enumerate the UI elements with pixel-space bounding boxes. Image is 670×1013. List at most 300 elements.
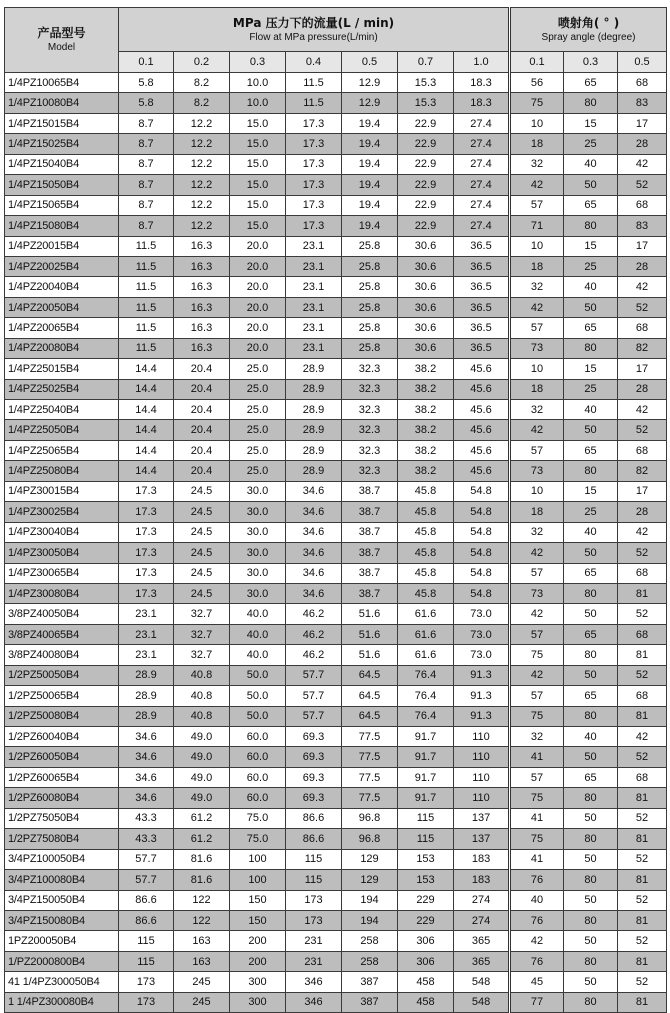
flow-cell: 20.4 — [174, 440, 230, 460]
angle-cell: 80 — [564, 706, 618, 726]
flow-cell: 60.0 — [230, 747, 286, 767]
flow-cell: 110 — [454, 727, 510, 747]
flow-cell: 45.6 — [454, 461, 510, 481]
flow-cell: 32.3 — [342, 379, 398, 399]
angle-cell: 52 — [618, 175, 667, 195]
flow-cell: 19.4 — [342, 113, 398, 133]
table-row — [5, 440, 667, 460]
flow-cell: 32.7 — [174, 604, 230, 624]
flow-cell: 137 — [454, 808, 510, 828]
angle-cell: 75 — [510, 645, 564, 665]
flow-cell: 77.5 — [342, 727, 398, 747]
flow-cell: 57.7 — [286, 665, 342, 685]
table-row — [5, 665, 667, 685]
flow-cell: 40.0 — [230, 645, 286, 665]
model-cell: 3/4PZ150050B4 — [5, 890, 119, 910]
flow-cell: 54.8 — [454, 502, 510, 522]
angle-cell: 80 — [564, 829, 618, 849]
flow-cell: 73.0 — [454, 645, 510, 665]
table-row — [5, 870, 667, 890]
angle-cell: 68 — [618, 440, 667, 460]
flow-cell: 24.5 — [174, 583, 230, 603]
flow-cell: 18.3 — [454, 93, 510, 113]
angle-cell: 52 — [618, 972, 667, 992]
flow-cell: 274 — [454, 910, 510, 930]
flow-cell: 86.6 — [286, 829, 342, 849]
flow-cell: 38.7 — [342, 583, 398, 603]
spec-table-container — [4, 7, 666, 1013]
flow-cell: 96.8 — [342, 829, 398, 849]
angle-cell: 17 — [618, 236, 667, 256]
angle-cell: 83 — [618, 216, 667, 236]
model-cell: 1/4PZ20065B4 — [5, 318, 119, 338]
flow-cell: 86.6 — [119, 890, 174, 910]
angle-pressure-header: 0.3 — [564, 52, 618, 73]
angle-cell: 15 — [564, 236, 618, 256]
model-cell: 1/4PZ25080B4 — [5, 461, 119, 481]
angle-cell: 42 — [510, 420, 564, 440]
flow-cell: 32.7 — [174, 624, 230, 644]
flow-cell: 229 — [398, 890, 454, 910]
flow-cell: 69.3 — [286, 788, 342, 808]
angle-cell: 68 — [618, 563, 667, 583]
flow-cell: 25.0 — [230, 359, 286, 379]
flow-cell: 365 — [454, 931, 510, 951]
flow-cell: 12.9 — [342, 73, 398, 93]
table-row — [5, 808, 667, 828]
angle-cell: 28 — [618, 256, 667, 276]
flow-cell: 77.5 — [342, 788, 398, 808]
angle-cell: 42 — [618, 727, 667, 747]
flow-cell: 23.1 — [286, 338, 342, 358]
flow-cell: 30.0 — [230, 583, 286, 603]
flow-cell: 25.8 — [342, 277, 398, 297]
flow-cell: 50.0 — [230, 686, 286, 706]
flow-cell: 91.7 — [398, 788, 454, 808]
flow-cell: 28.9 — [286, 440, 342, 460]
flow-cell: 173 — [119, 972, 174, 992]
flow-cell: 12.2 — [174, 195, 230, 215]
angle-cell: 80 — [564, 788, 618, 808]
flow-cell: 11.5 — [119, 236, 174, 256]
angle-cell: 50 — [564, 665, 618, 685]
flow-cell: 30.0 — [230, 522, 286, 542]
flow-cell: 274 — [454, 890, 510, 910]
flow-cell: 36.5 — [454, 277, 510, 297]
table-row — [5, 767, 667, 787]
flow-cell: 34.6 — [119, 727, 174, 747]
angle-cell: 83 — [618, 93, 667, 113]
flow-cell: 229 — [398, 910, 454, 930]
table-row — [5, 972, 667, 992]
table-row — [5, 951, 667, 971]
model-cell: 1/2PZ50080B4 — [5, 706, 119, 726]
angle-cell: 76 — [510, 951, 564, 971]
angle-cell: 80 — [564, 461, 618, 481]
flow-cell: 23.1 — [286, 297, 342, 317]
flow-cell: 24.5 — [174, 481, 230, 501]
model-cell: 1/4PZ15050B4 — [5, 175, 119, 195]
flow-cell: 458 — [398, 972, 454, 992]
flow-cell: 20.0 — [230, 338, 286, 358]
flow-cell: 16.3 — [174, 297, 230, 317]
flow-cell: 77.5 — [342, 747, 398, 767]
angle-cell: 80 — [564, 93, 618, 113]
flow-cell: 17.3 — [119, 563, 174, 583]
flow-cell: 45.6 — [454, 379, 510, 399]
flow-cell: 91.7 — [398, 767, 454, 787]
model-cell: 1/4PZ15015B4 — [5, 113, 119, 133]
model-cell: 3/8PZ40080B4 — [5, 645, 119, 665]
angle-header-cell — [510, 8, 667, 52]
angle-cell: 42 — [618, 277, 667, 297]
flow-cell: 38.2 — [398, 379, 454, 399]
flow-cell: 51.6 — [342, 604, 398, 624]
flow-cell: 49.0 — [174, 727, 230, 747]
angle-cell: 81 — [618, 829, 667, 849]
flow-cell: 54.8 — [454, 543, 510, 563]
flow-cell: 28.9 — [286, 420, 342, 440]
flow-pressure-header: 0.7 — [398, 52, 454, 73]
angle-cell: 80 — [564, 583, 618, 603]
flow-cell: 27.4 — [454, 134, 510, 154]
model-cell: 1 1/4PZ300080B4 — [5, 992, 119, 1012]
flow-cell: 27.4 — [454, 154, 510, 174]
angle-cell: 65 — [564, 624, 618, 644]
table-row — [5, 256, 667, 276]
angle-cell: 80 — [564, 992, 618, 1012]
angle-cell: 75 — [510, 93, 564, 113]
flow-cell: 36.5 — [454, 338, 510, 358]
flow-cell: 115 — [286, 870, 342, 890]
model-cell: 3/4PZ100080B4 — [5, 870, 119, 890]
flow-cell: 20.4 — [174, 420, 230, 440]
angle-cell: 65 — [564, 318, 618, 338]
flow-cell: 153 — [398, 870, 454, 890]
model-cell: 1/4PZ30025B4 — [5, 502, 119, 522]
flow-cell: 100 — [230, 870, 286, 890]
flow-cell: 36.5 — [454, 256, 510, 276]
flow-cell: 34.6 — [286, 563, 342, 583]
flow-cell: 25.0 — [230, 400, 286, 420]
flow-cell: 12.2 — [174, 113, 230, 133]
flow-cell: 129 — [342, 849, 398, 869]
angle-cell: 57 — [510, 563, 564, 583]
angle-cell: 40 — [564, 277, 618, 297]
flow-cell: 8.7 — [119, 154, 174, 174]
flow-cell: 245 — [174, 992, 230, 1012]
flow-cell: 30.0 — [230, 481, 286, 501]
angle-cell: 25 — [564, 134, 618, 154]
flow-cell: 14.4 — [119, 359, 174, 379]
flow-cell: 91.7 — [398, 727, 454, 747]
flow-cell: 32.7 — [174, 645, 230, 665]
flow-cell: 61.2 — [174, 829, 230, 849]
flow-cell: 38.2 — [398, 420, 454, 440]
angle-cell: 57 — [510, 767, 564, 787]
table-row — [5, 297, 667, 317]
flow-cell: 14.4 — [119, 440, 174, 460]
flow-cell: 150 — [230, 890, 286, 910]
flow-cell: 20.4 — [174, 379, 230, 399]
flow-cell: 8.7 — [119, 216, 174, 236]
flow-cell: 38.2 — [398, 400, 454, 420]
flow-cell: 22.9 — [398, 113, 454, 133]
flow-cell: 17.3 — [119, 481, 174, 501]
flow-cell: 86.6 — [286, 808, 342, 828]
model-cell: 3/4PZ150080B4 — [5, 910, 119, 930]
angle-cell: 73 — [510, 461, 564, 481]
angle-cell: 18 — [510, 502, 564, 522]
model-cell: 1/4PZ20050B4 — [5, 297, 119, 317]
angle-cell: 42 — [510, 604, 564, 624]
angle-cell: 57 — [510, 318, 564, 338]
flow-cell: 34.6 — [286, 583, 342, 603]
angle-cell: 42 — [618, 400, 667, 420]
flow-pressure-header: 0.3 — [230, 52, 286, 73]
model-cell: 1/4PZ25065B4 — [5, 440, 119, 460]
angle-cell: 82 — [618, 461, 667, 481]
flow-cell: 34.6 — [286, 522, 342, 542]
flow-cell: 60.0 — [230, 767, 286, 787]
flow-header-cell — [119, 8, 510, 52]
angle-cell: 18 — [510, 134, 564, 154]
angle-header-en: Spray angle (degree) — [541, 31, 636, 43]
model-cell: 1/4PZ25050B4 — [5, 420, 119, 440]
table-row — [5, 359, 667, 379]
flow-cell: 34.6 — [119, 767, 174, 787]
flow-cell: 548 — [454, 992, 510, 1012]
flow-cell: 27.4 — [454, 195, 510, 215]
angle-cell: 81 — [618, 788, 667, 808]
table-row — [5, 379, 667, 399]
flow-cell: 122 — [174, 890, 230, 910]
angle-cell: 65 — [564, 440, 618, 460]
model-cell: 1/4PZ25015B4 — [5, 359, 119, 379]
flow-cell: 34.6 — [286, 543, 342, 563]
table-row — [5, 216, 667, 236]
flow-cell: 57.7 — [286, 706, 342, 726]
flow-header-en: Flow at MPa pressure(L/min) — [249, 31, 378, 43]
flow-cell: 25.8 — [342, 256, 398, 276]
table-row — [5, 522, 667, 542]
table-body — [5, 8, 667, 1013]
flow-cell: 86.6 — [119, 910, 174, 930]
angle-cell: 65 — [564, 563, 618, 583]
flow-cell: 76.4 — [398, 665, 454, 685]
angle-cell: 40 — [564, 400, 618, 420]
flow-cell: 19.4 — [342, 134, 398, 154]
table-row — [5, 338, 667, 358]
flow-cell: 12.2 — [174, 134, 230, 154]
model-cell: 1/4PZ20040B4 — [5, 277, 119, 297]
flow-cell: 16.3 — [174, 318, 230, 338]
angle-cell: 65 — [564, 73, 618, 93]
flow-cell: 28.9 — [119, 706, 174, 726]
flow-cell: 30.6 — [398, 318, 454, 338]
angle-cell: 68 — [618, 73, 667, 93]
flow-cell: 23.1 — [286, 236, 342, 256]
table-row — [5, 420, 667, 440]
angle-cell: 15 — [564, 359, 618, 379]
model-cell: 1/4PZ15065B4 — [5, 195, 119, 215]
table-row — [5, 134, 667, 154]
angle-cell: 80 — [564, 951, 618, 971]
flow-cell: 32.3 — [342, 461, 398, 481]
table-row — [5, 645, 667, 665]
flow-cell: 173 — [286, 890, 342, 910]
flow-cell: 11.5 — [119, 277, 174, 297]
angle-cell: 52 — [618, 808, 667, 828]
flow-cell: 40.8 — [174, 706, 230, 726]
header-row-titles — [5, 8, 667, 52]
angle-cell: 77 — [510, 992, 564, 1012]
angle-cell: 50 — [564, 543, 618, 563]
angle-cell: 75 — [510, 706, 564, 726]
angle-cell: 68 — [618, 624, 667, 644]
flow-cell: 28.9 — [286, 359, 342, 379]
model-cell: 1/2PZ60040B4 — [5, 727, 119, 747]
flow-cell: 17.3 — [119, 583, 174, 603]
flow-pressure-header: 0.1 — [119, 52, 174, 73]
flow-cell: 11.5 — [119, 318, 174, 338]
angle-cell: 75 — [510, 788, 564, 808]
flow-cell: 34.6 — [286, 481, 342, 501]
flow-cell: 22.9 — [398, 154, 454, 174]
angle-cell: 50 — [564, 297, 618, 317]
model-header-cn: 产品型号 — [37, 26, 86, 40]
flow-cell: 28.9 — [286, 400, 342, 420]
angle-cell: 17 — [618, 359, 667, 379]
flow-cell: 24.5 — [174, 502, 230, 522]
flow-cell: 30.6 — [398, 297, 454, 317]
flow-cell: 25.0 — [230, 440, 286, 460]
model-cell: 1/2PZ75080B4 — [5, 829, 119, 849]
flow-cell: 36.5 — [454, 297, 510, 317]
flow-cell: 5.8 — [119, 93, 174, 113]
flow-cell: 23.1 — [119, 604, 174, 624]
flow-cell: 194 — [342, 910, 398, 930]
table-row — [5, 829, 667, 849]
flow-cell: 50.0 — [230, 706, 286, 726]
flow-cell: 75.0 — [230, 808, 286, 828]
flow-cell: 8.2 — [174, 93, 230, 113]
flow-cell: 30.6 — [398, 236, 454, 256]
angle-cell: 57 — [510, 195, 564, 215]
table-row — [5, 195, 667, 215]
angle-cell: 52 — [618, 665, 667, 685]
model-cell: 1/4PZ30040B4 — [5, 522, 119, 542]
angle-cell: 68 — [618, 767, 667, 787]
flow-cell: 15.3 — [398, 73, 454, 93]
flow-cell: 17.3 — [119, 522, 174, 542]
table-row — [5, 543, 667, 563]
flow-cell: 24.5 — [174, 522, 230, 542]
flow-pressure-header: 1.0 — [454, 52, 510, 73]
flow-cell: 36.5 — [454, 236, 510, 256]
angle-cell: 28 — [618, 379, 667, 399]
angle-cell: 81 — [618, 645, 667, 665]
flow-cell: 30.6 — [398, 256, 454, 276]
model-cell: 1/4PZ30065B4 — [5, 563, 119, 583]
table-row — [5, 277, 667, 297]
angle-cell: 73 — [510, 583, 564, 603]
flow-cell: 100 — [230, 849, 286, 869]
table-row — [5, 890, 667, 910]
angle-cell: 52 — [618, 543, 667, 563]
model-cell: 1/4PZ10065B4 — [5, 73, 119, 93]
angle-cell: 65 — [564, 686, 618, 706]
angle-cell: 42 — [510, 665, 564, 685]
flow-cell: 38.7 — [342, 563, 398, 583]
flow-cell: 15.0 — [230, 216, 286, 236]
flow-cell: 69.3 — [286, 767, 342, 787]
angle-cell: 50 — [564, 931, 618, 951]
flow-cell: 32.3 — [342, 359, 398, 379]
flow-cell: 45.6 — [454, 420, 510, 440]
flow-cell: 64.5 — [342, 686, 398, 706]
model-cell: 1/2PZ60065B4 — [5, 767, 119, 787]
flow-cell: 20.4 — [174, 461, 230, 481]
flow-cell: 20.4 — [174, 359, 230, 379]
flow-cell: 24.5 — [174, 543, 230, 563]
flow-cell: 110 — [454, 788, 510, 808]
spray-nozzle-spec-table — [4, 7, 667, 1013]
angle-cell: 42 — [618, 154, 667, 174]
angle-cell: 68 — [618, 318, 667, 338]
flow-cell: 387 — [342, 992, 398, 1012]
model-cell: 3/8PZ40065B4 — [5, 624, 119, 644]
angle-cell: 81 — [618, 706, 667, 726]
flow-cell: 300 — [230, 992, 286, 1012]
model-cell: 1/2PZ75050B4 — [5, 808, 119, 828]
angle-cell: 25 — [564, 502, 618, 522]
flow-cell: 15.0 — [230, 195, 286, 215]
angle-cell: 68 — [618, 686, 667, 706]
angle-cell: 32 — [510, 400, 564, 420]
flow-cell: 45.8 — [398, 522, 454, 542]
angle-cell: 82 — [618, 338, 667, 358]
flow-cell: 25.0 — [230, 420, 286, 440]
flow-cell: 548 — [454, 972, 510, 992]
flow-cell: 14.4 — [119, 420, 174, 440]
flow-cell: 38.2 — [398, 440, 454, 460]
flow-cell: 12.9 — [342, 93, 398, 113]
flow-cell: 45.6 — [454, 440, 510, 460]
angle-cell: 10 — [510, 236, 564, 256]
table-row — [5, 563, 667, 583]
flow-cell: 38.7 — [342, 543, 398, 563]
flow-cell: 25.0 — [230, 379, 286, 399]
flow-cell: 61.2 — [174, 808, 230, 828]
flow-cell: 76.4 — [398, 686, 454, 706]
angle-cell: 57 — [510, 686, 564, 706]
flow-cell: 25.8 — [342, 236, 398, 256]
flow-cell: 91.7 — [398, 747, 454, 767]
flow-cell: 28.9 — [286, 461, 342, 481]
flow-cell: 91.3 — [454, 686, 510, 706]
table-row — [5, 747, 667, 767]
flow-cell: 30.0 — [230, 502, 286, 522]
angle-cell: 45 — [510, 972, 564, 992]
flow-cell: 18.3 — [454, 73, 510, 93]
flow-cell: 306 — [398, 951, 454, 971]
flow-cell: 150 — [230, 910, 286, 930]
table-row — [5, 910, 667, 930]
flow-cell: 129 — [342, 870, 398, 890]
model-cell: 1/2PZ50050B4 — [5, 665, 119, 685]
angle-cell: 25 — [564, 256, 618, 276]
